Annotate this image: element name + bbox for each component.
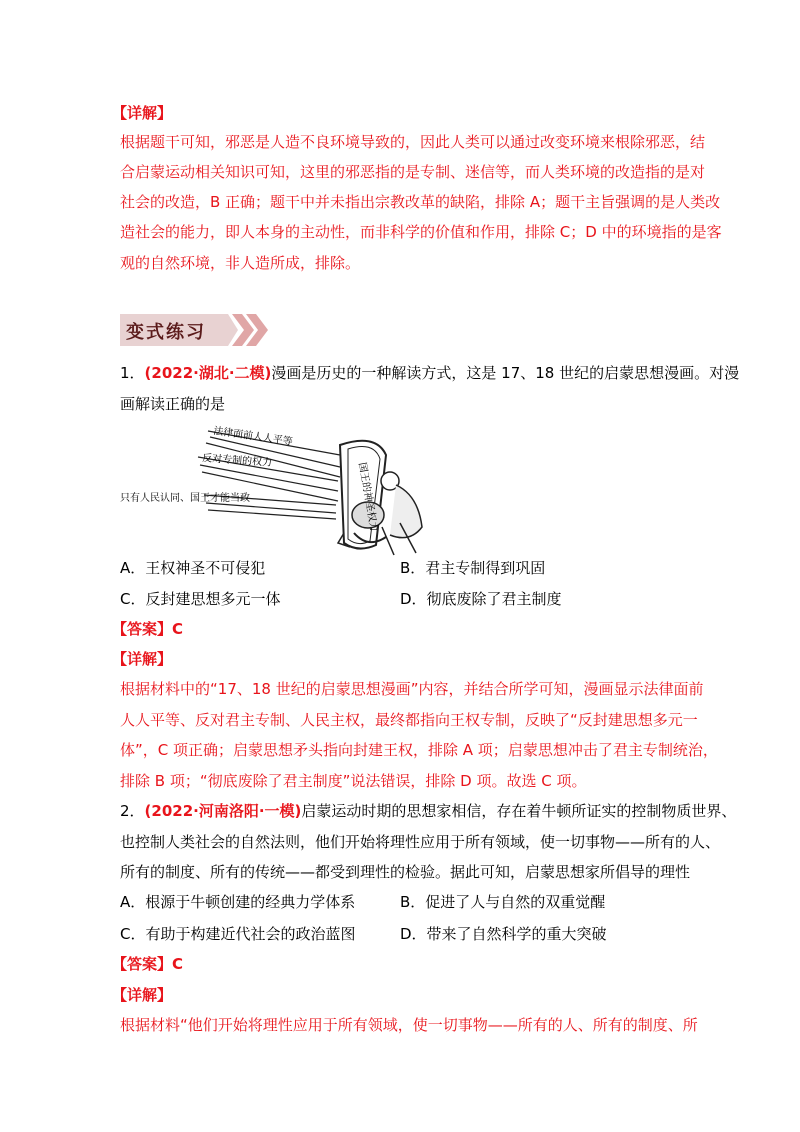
detail-label: 【详解】 [112, 104, 173, 122]
enlightenment-cartoon [118, 415, 440, 557]
question-stem-text: 启蒙运动时期的思想家相信，存在着牛顿所证实的控制物质世界、 [301, 802, 737, 820]
cartoon-label-anti-despotism: 反对专制的权力 [201, 453, 273, 469]
detail-line: 社会的改造，B 正确；题干中并未指出宗教改革的缺陷，排除 A；题干主旨强调的是人类改 [120, 193, 721, 211]
detail-line: 排除 B 项；“彻底废除了君主制度”说法错误，排除 D 项。故选 C 项。 [120, 772, 587, 790]
detail-line: 根据材料“他们开始将理性应用于所有领域，使一切事物——所有的人、所有的制度、所 [120, 1016, 698, 1034]
banner-title: 变式练习 [126, 322, 206, 343]
question-source: (2022·河南洛阳·一模) [144, 802, 302, 820]
option-d: D．彻底废除了君主制度 [400, 590, 562, 608]
question-2-stem-cont: 也控制人类社会的自然法则，他们开始将理性应用于所有领域，使一切事物——所有的人、 [120, 833, 721, 851]
question-number: 1． [120, 364, 145, 382]
cartoon-shield-text: 国王的神圣权力 [356, 461, 380, 533]
option-c: C．有助于构建近代社会的政治蓝图 [120, 925, 356, 943]
question-1-stem-cont: 画解读正确的是 [120, 395, 226, 413]
question-source: (2022·湖北·二模) [144, 364, 272, 382]
detail-line: 造社会的能力，即人本身的主动性，而非科学的价值和作用，排除 C；D 中的环境指的是客 [120, 223, 722, 241]
answer-row [112, 954, 183, 974]
cartoon-label-equality: 法律面前人人平等 [212, 425, 294, 448]
option-d: D．带来了自然科学的重大突破 [400, 925, 607, 943]
option-c: C．反封建思想多元一体 [120, 590, 281, 608]
detail-label: 【详解】 [112, 650, 173, 668]
option-b: B．君主专制得到巩固 [400, 559, 546, 577]
detail-line: 根据题干可知，邪恶是人造不良环境导致的，因此人类可以通过改变环境来根除邪恶，结 [120, 133, 706, 151]
detail-line: 合启蒙运动相关知识可知，这里的邪恶指的是专制、迷信等，而人类环境的改造指的是对 [120, 163, 706, 181]
detail-line: 根据材料中的“17、18 世纪的启蒙思想漫画”内容，并结合所学可知，漫画显示法律面前 [120, 680, 704, 698]
detail-line: 人人平等、反对君主专制、人民主权，最终都指向王权专制，反映了“反封建思想多元一 [120, 711, 698, 729]
option-b: B．促进了人与自然的双重觉醒 [400, 893, 606, 911]
answer-value: C [172, 620, 184, 638]
detail-label: 【详解】 [112, 986, 173, 1004]
question-number: 2． [120, 802, 145, 820]
detail-line: 体”，C 项正确；启蒙思想矛头指向封建王权，排除 A 项；启蒙思想冲击了君主专制统治， [120, 741, 718, 759]
cartoon-label-popular-sovereignty: 只有人民认同、国王才能当政 [120, 493, 250, 504]
section-banner [120, 312, 270, 348]
answer-row [112, 619, 183, 639]
detail-line: 观的自然环境，非人造所成，排除。 [120, 254, 361, 272]
answer-label: 【答案】 [112, 955, 173, 973]
answer-label: 【答案】 [112, 620, 173, 638]
question-2-stem-cont: 所有的制度、所有的传统——都受到理性的检验。据此可知，启蒙思想家所倡导的理性 [120, 863, 691, 881]
question-2-stem [120, 801, 736, 821]
option-a: A．根源于牛顿创建的经典力学体系 [120, 893, 356, 911]
answer-value: C [172, 955, 184, 973]
option-a: A．王权神圣不可侵犯 [120, 559, 266, 577]
question-1-stem [120, 363, 739, 383]
question-stem-text: 漫画是历史的一种解读方式，这是 17、18 世纪的启蒙思想漫画。对漫 [271, 364, 740, 382]
